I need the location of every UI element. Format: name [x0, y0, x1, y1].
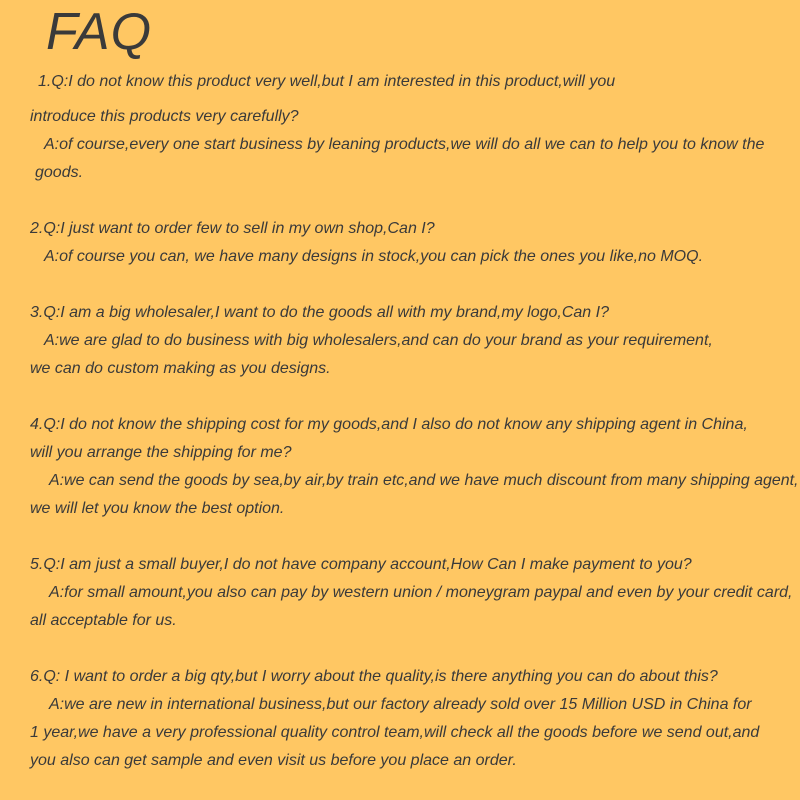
faq-line: introduce this products very carefully? [30, 108, 299, 125]
faq-line: will you arrange the shipping for me? [30, 444, 292, 461]
faq-line: 6.Q: I want to order a big qty,but I worry about the quality,is there anything you can do about this? [30, 668, 718, 685]
faq-line: A:of course you can, we have many designs in stock,you can pick the ones you like,no MOQ. [44, 248, 704, 265]
page-title: FAQ [46, 3, 153, 61]
faq-line: A:of course,every one start business by leaning products,we will do all we can to help you to know the [44, 136, 765, 153]
faq-line: goods. [35, 164, 84, 181]
faq-line: we can do custom making as you designs. [30, 360, 331, 377]
faq-line: we will let you know the best option. [30, 500, 285, 517]
faq-line: 5.Q:I am just a small buyer,I do not have company account,How Can I make payment to you? [30, 556, 692, 573]
faq-line: 1 year,we have a very professional quality control team,will check all the goods before we send out,and [30, 724, 760, 741]
faq-line: all acceptable for us. [30, 612, 177, 629]
faq-line: 2.Q:I just want to order few to sell in my own shop,Can I? [30, 220, 435, 237]
faq-line: A:for small amount,you also can pay by western union / moneygram paypal and even by your credit card, [49, 584, 793, 601]
faq-line: 4.Q:I do not know the shipping cost for my goods,and I also do not know any shipping agent in China, [30, 416, 748, 433]
faq-line: you also can get sample and even visit us before you place an order. [30, 752, 517, 769]
faq-line: 1.Q:I do not know this product very well,but I am interested in this product,will you [38, 73, 616, 90]
faq-line: 3.Q:I am a big wholesaler,I want to do the goods all with my brand,my logo,Can I? [30, 304, 609, 321]
faq-line: A:we are new in international business,but our factory already sold over 15 Million USD in China for [49, 696, 752, 713]
faq-line: A:we are glad to do business with big wholesalers,and can do your brand as your requirement, [44, 332, 713, 349]
faq-line: A:we can send the goods by sea,by air,by train etc,and we have much discount from many shipping agent, [49, 472, 799, 489]
